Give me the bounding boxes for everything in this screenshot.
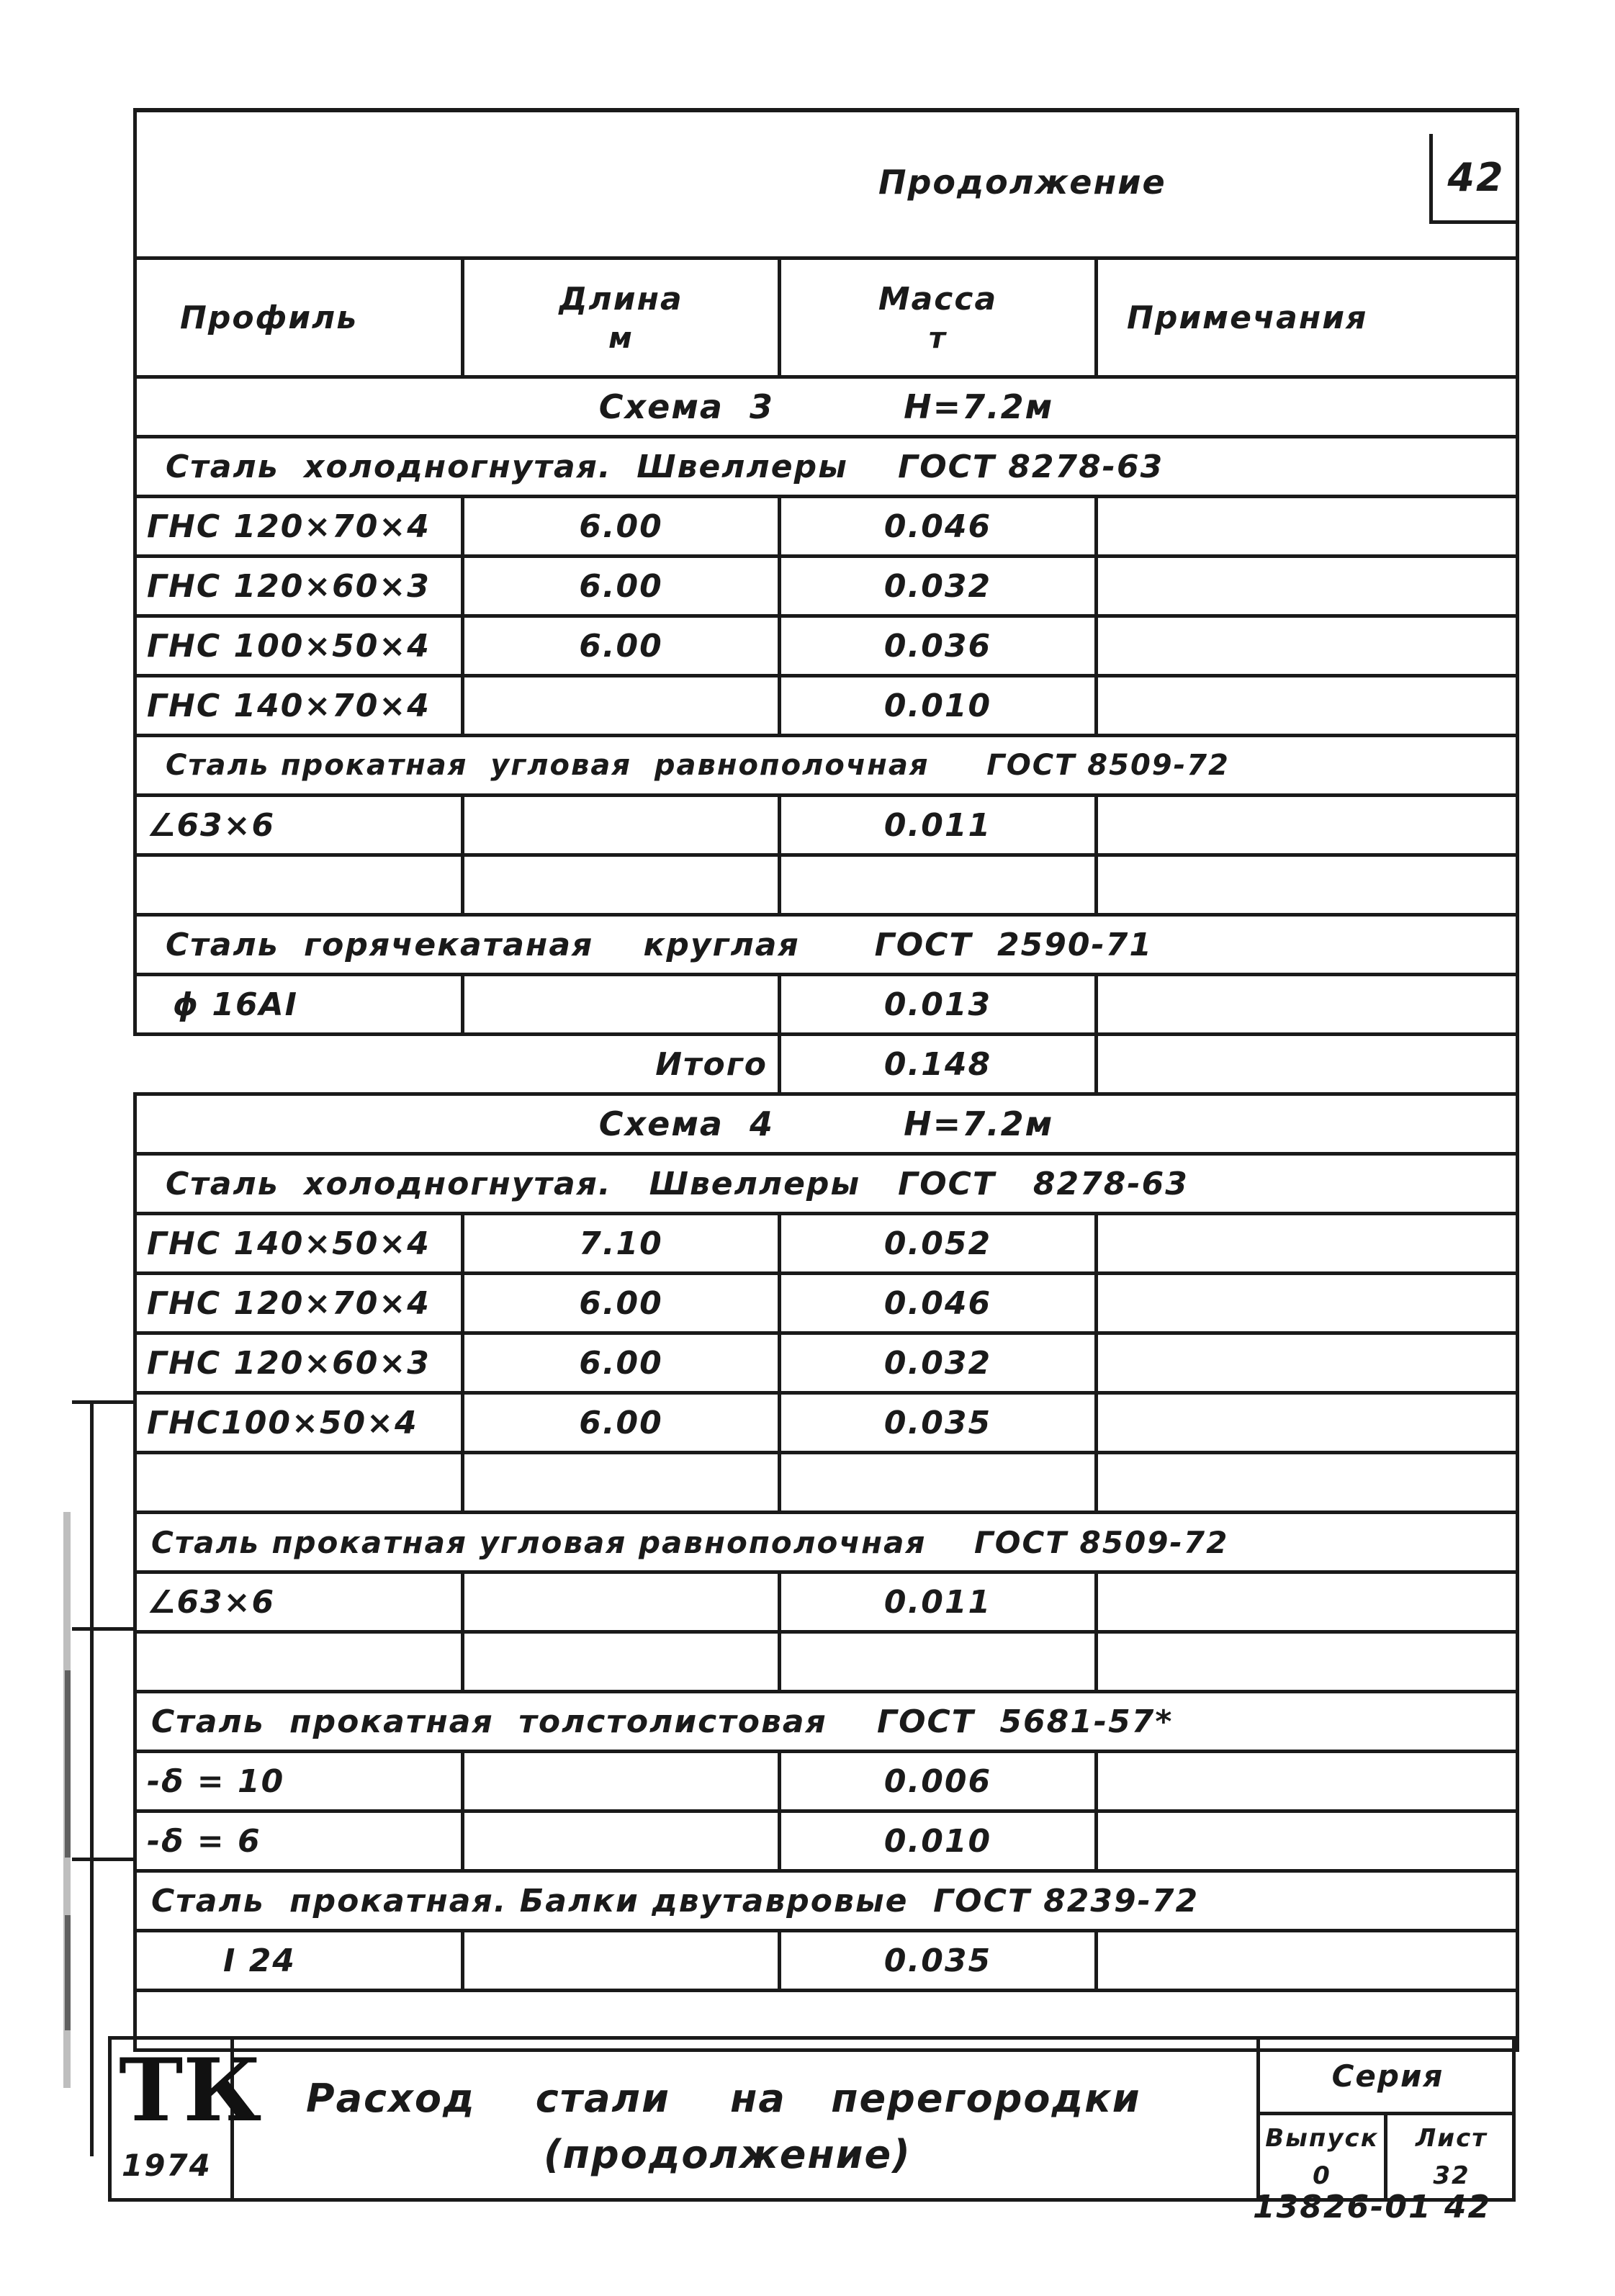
notes-cell [1097, 1214, 1518, 1274]
document-title: Расход стали на перегородки [306, 2076, 1141, 2121]
document-code: 13826-01 42 [1253, 2189, 1492, 2225]
length-cell [463, 1572, 780, 1632]
length-cell [463, 1752, 780, 1811]
margin-tick [72, 1858, 137, 1861]
tk-logo [112, 2040, 262, 2198]
scheme3-section3: Сталь горячекатаная круглая ГОСТ 2590-71 [135, 915, 1518, 975]
total-mass: 0.148 [780, 1035, 1097, 1094]
issue-label: Выпуск [1265, 2124, 1379, 2153]
table-row [135, 1393, 1518, 1453]
mass-cell: 0.011 [780, 796, 1097, 855]
profile-cell: ГНС 120×60×3 [135, 557, 463, 616]
notes-cell [1097, 676, 1518, 736]
mass-cell: 0.010 [780, 1811, 1097, 1871]
issue-cell [1260, 2115, 1387, 2198]
profile-cell: ∠63×6 [135, 796, 463, 855]
col-profile: Профиль [135, 258, 463, 377]
notes-cell [1097, 557, 1518, 616]
margin-tick [72, 1627, 137, 1631]
notes-cell [1097, 1931, 1518, 1991]
notes-cell [1097, 1752, 1518, 1811]
header-row-continuation [135, 110, 1518, 258]
table-row [135, 975, 1518, 1035]
section-row [135, 1871, 1518, 1931]
drawing-sheet [119, 108, 1516, 2203]
section-row [135, 736, 1518, 796]
document-subtitle: (продолжение) [544, 2132, 912, 2177]
empty-row [135, 855, 1518, 915]
profile-cell: ГНС 120×70×4 [135, 497, 463, 557]
column-header-row [135, 258, 1518, 377]
mass-cell: 0.046 [780, 1274, 1097, 1333]
length-cell: 7.10 [463, 1214, 780, 1274]
mass-cell: 0.011 [780, 1572, 1097, 1632]
length-cell: 6.00 [463, 1333, 780, 1393]
length-cell [463, 796, 780, 855]
scheme4-section3: Сталь прокатная толстолистовая ГОСТ 5681-57* [135, 1692, 1518, 1752]
scheme3-title-row [135, 377, 1518, 437]
col-notes: Примечания [1097, 258, 1518, 377]
col-length-unit: м [608, 321, 634, 355]
steel-consumption-table [133, 108, 1519, 2052]
col-length-label: Длина [559, 280, 683, 318]
series-label: Серия [1260, 2040, 1516, 2115]
section-row [135, 1692, 1518, 1752]
year: 1974 [122, 2148, 212, 2183]
empty-row [135, 1453, 1518, 1513]
mass-cell: 0.013 [780, 975, 1097, 1035]
length-cell: 6.00 [463, 1393, 780, 1453]
length-cell: 6.00 [463, 1274, 780, 1333]
mass-cell: 0.052 [780, 1214, 1097, 1274]
length-cell: 6.00 [463, 497, 780, 557]
notes-cell [1097, 975, 1518, 1035]
sheet-cell [1387, 2115, 1516, 2198]
scheme3-section1: Сталь холодногнутая. Швеллеры ГОСТ 8278-63 [135, 437, 1518, 497]
notes-cell [1097, 1811, 1518, 1871]
section-row [135, 915, 1518, 975]
table-row [135, 796, 1518, 855]
table-row [135, 1572, 1518, 1632]
profile-cell: -δ = 10 [135, 1752, 463, 1811]
length-cell: 6.00 [463, 616, 780, 676]
notes-cell [1097, 796, 1518, 855]
table-row [135, 1274, 1518, 1333]
section-row [135, 1154, 1518, 1214]
mass-cell: 0.046 [780, 497, 1097, 557]
scheme4-title-row [135, 1094, 1518, 1154]
mass-cell: 0.010 [780, 676, 1097, 736]
notes-cell [1097, 616, 1518, 676]
table-row [135, 497, 1518, 557]
mass-cell: 0.036 [780, 616, 1097, 676]
profile-cell: ϕ 16AI [135, 975, 463, 1035]
col-mass-label: Масса [878, 280, 998, 318]
scheme4-section4: Сталь прокатная. Балки двутавровые ГОСТ 8239-72 [135, 1871, 1518, 1931]
table-row [135, 1333, 1518, 1393]
profile-cell: ГНС 100×50×4 [135, 616, 463, 676]
profile-cell: ∠63×6 [135, 1572, 463, 1632]
tk-logo-text: ТК [119, 2040, 262, 2141]
length-cell: 6.00 [463, 557, 780, 616]
notes-cell [1097, 1333, 1518, 1393]
margin-stamp-graphic [58, 1512, 79, 2088]
length-cell [463, 676, 780, 736]
table-row [135, 1811, 1518, 1871]
mass-cell: 0.032 [780, 557, 1097, 616]
table-row [135, 1752, 1518, 1811]
total-row [135, 1035, 1518, 1094]
profile-cell: ГНС 140×50×4 [135, 1214, 463, 1274]
notes-cell [1097, 497, 1518, 557]
length-cell [463, 1931, 780, 1991]
notes-cell [1097, 1035, 1518, 1094]
scheme4-section2: Сталь прокатная угловая равнополочная ГОСТ 8509-72 [135, 1513, 1518, 1572]
title-block [108, 2036, 1516, 2202]
table-row [135, 616, 1518, 676]
notes-cell [1097, 1393, 1518, 1453]
profile-cell: I 24 [135, 1931, 463, 1991]
profile-cell: ГНС100×50×4 [135, 1393, 463, 1453]
col-length [463, 258, 780, 377]
notes-cell [1097, 1572, 1518, 1632]
sheet-value: 32 [1433, 2161, 1470, 2190]
table-row [135, 1214, 1518, 1274]
mass-cell: 0.006 [780, 1752, 1097, 1811]
sheet-label: Лист [1416, 2124, 1488, 2153]
scheme3-section2: Сталь прокатная угловая равнополочная ГОСТ 8509-72 [135, 736, 1518, 796]
margin-binding-line [90, 1400, 94, 2156]
section-row [135, 1513, 1518, 1572]
continuation-label: Продолжение [878, 163, 1166, 202]
series-block [1256, 2040, 1516, 2198]
length-cell [463, 1811, 780, 1871]
profile-cell: ГНС 120×70×4 [135, 1274, 463, 1333]
margin-tick [72, 1400, 137, 1404]
total-label: Итого [135, 1035, 780, 1094]
scheme3-title: Схема 3 H=7.2м [135, 377, 1518, 437]
col-mass-unit: т [928, 321, 948, 355]
issue-value: 0 [1313, 2161, 1331, 2190]
profile-cell: -δ = 6 [135, 1811, 463, 1871]
table-row [135, 676, 1518, 736]
empty-row [135, 1632, 1518, 1692]
section-row [135, 437, 1518, 497]
table-row [135, 557, 1518, 616]
notes-cell [1097, 1274, 1518, 1333]
col-mass [780, 258, 1097, 377]
profile-cell: ГНС 140×70×4 [135, 676, 463, 736]
page-number: 42 [1429, 134, 1518, 224]
mass-cell: 0.032 [780, 1333, 1097, 1393]
length-cell [463, 975, 780, 1035]
mass-cell: 0.035 [780, 1393, 1097, 1453]
mass-cell: 0.035 [780, 1931, 1097, 1991]
profile-cell: ГНС 120×60×3 [135, 1333, 463, 1393]
scheme4-section1: Сталь холодногнутая. Швеллеры ГОСТ 8278-63 [135, 1154, 1518, 1214]
scheme4-title: Схема 4 H=7.2м [135, 1094, 1518, 1154]
table-row [135, 1931, 1518, 1991]
